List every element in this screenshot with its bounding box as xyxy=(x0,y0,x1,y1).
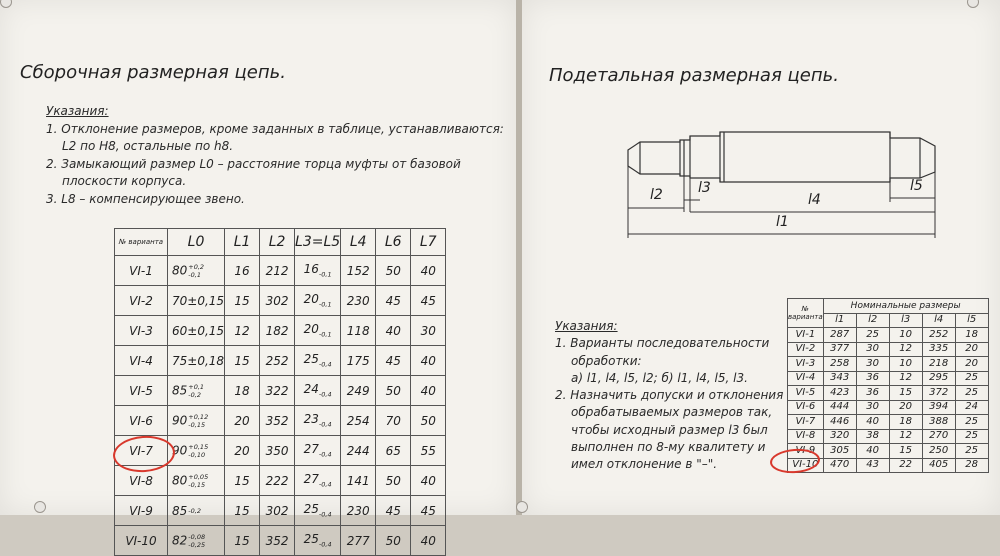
dim-label-l1: l1 xyxy=(776,214,789,230)
nominal-value: 70±0,15 xyxy=(172,293,225,308)
table-cell: 322 xyxy=(260,376,295,406)
table-cell: 45 xyxy=(376,286,411,316)
table-cell: 40 xyxy=(411,466,446,496)
notes-title: Указания: xyxy=(555,319,618,333)
table-cell: 18 xyxy=(955,328,988,343)
table-cell: 43 xyxy=(856,458,889,473)
table-cell: 24 xyxy=(955,400,988,415)
lower-tolerance: -0,2 xyxy=(188,507,201,515)
table-cell: 40 xyxy=(411,376,446,406)
lower-tolerance: -0,4 xyxy=(318,360,332,369)
table-cell: 22 xyxy=(889,458,922,473)
table-cell: VI-8 xyxy=(788,429,824,444)
table-cell: 40 xyxy=(376,316,411,346)
table-cell: 230 xyxy=(341,496,376,526)
table-cell: 118 xyxy=(341,316,376,346)
table-cell xyxy=(295,526,341,556)
table-cell: 40 xyxy=(411,256,446,286)
table-cell: 350 xyxy=(260,436,295,466)
table-cell: 18 xyxy=(225,376,260,406)
table-cell: VI-1 xyxy=(788,328,824,343)
table-cell: 25 xyxy=(955,386,988,401)
dim-label-l4: l4 xyxy=(808,192,821,208)
table-cell: 372 xyxy=(922,386,955,401)
table-row xyxy=(788,400,989,415)
header-cell: L3=L5 xyxy=(295,229,341,256)
table-cell: 45 xyxy=(376,346,411,376)
table-cell: 55 xyxy=(411,436,446,466)
table-cell: 12 xyxy=(225,316,260,346)
table-cell: 10 xyxy=(889,328,922,343)
note-line: имел отклонение в "–". xyxy=(571,457,718,472)
table-cell: 40 xyxy=(411,526,446,556)
table-cell: VI-2 xyxy=(115,286,168,316)
table-cell: VI-10 xyxy=(115,526,168,556)
notes-title: Указания: xyxy=(46,104,109,118)
nominal-value: 25 xyxy=(303,352,319,367)
table-cell: 45 xyxy=(376,496,411,526)
table-cell: 388 xyxy=(922,415,955,430)
nominal-value: 85 xyxy=(172,383,188,397)
table-cell: 70 xyxy=(376,406,411,436)
table-cell: 15 xyxy=(225,496,260,526)
table-row xyxy=(788,357,989,372)
table-cell: 252 xyxy=(922,328,955,343)
table-cell: 36 xyxy=(856,386,889,401)
header-cell: l2 xyxy=(856,313,889,328)
nominal-value: 82 xyxy=(172,533,188,547)
table-row xyxy=(788,429,989,444)
table-cell: VI-2 xyxy=(788,342,824,357)
table-cell: 277 xyxy=(341,526,376,556)
lower-tolerance: -0,4 xyxy=(318,510,332,519)
lower-tolerance: -0,1 xyxy=(318,330,332,339)
header-cell: l3 xyxy=(889,313,922,328)
table-cell: 15 xyxy=(889,444,922,459)
table-cell: 20 xyxy=(889,400,922,415)
table-cell: 15 xyxy=(225,286,260,316)
lower-tolerance: -0,1 xyxy=(318,270,332,279)
note-line: 2. Назначить допуски и отклонения xyxy=(555,388,784,403)
header-cell: L0 xyxy=(168,229,225,256)
table-row xyxy=(788,386,989,401)
lower-tolerance: -0,2 xyxy=(188,390,201,399)
table-cell: 335 xyxy=(922,342,955,357)
table-cell: 15 xyxy=(225,526,260,556)
nominal-value: 60±0,15 xyxy=(172,323,225,338)
note-line: 1. Варианты последовательности xyxy=(555,336,770,351)
table-cell: 254 xyxy=(341,406,376,436)
upper-tolerance: +0,1 xyxy=(188,382,205,391)
note-line: а) l1, l4, l5, l2; б) l1, l4, l5, l3. xyxy=(571,370,748,385)
table-cell: 287 xyxy=(823,328,856,343)
table-cell: 20 xyxy=(955,357,988,372)
note-line: 3. L8 – компенсирующее звено. xyxy=(46,191,245,206)
table-cell: 38 xyxy=(856,429,889,444)
header-cell: L1 xyxy=(225,229,260,256)
note-line: обрабатываемых размеров так, xyxy=(571,405,773,420)
table-body xyxy=(788,328,989,473)
table-cell: 36 xyxy=(856,371,889,386)
table-cell: VI-7 xyxy=(788,415,824,430)
table-cell: 12 xyxy=(889,342,922,357)
table-cell: VI-3 xyxy=(788,357,824,372)
table-cell: 295 xyxy=(922,371,955,386)
upper-tolerance: -0,08 xyxy=(188,532,206,541)
table-cell: 222 xyxy=(260,466,295,496)
table-cell: 302 xyxy=(260,286,295,316)
nominal-value: 16 xyxy=(303,262,319,277)
nominal-value: 20 xyxy=(303,322,319,337)
table-cell: 40 xyxy=(856,415,889,430)
table-cell: VI-5 xyxy=(788,386,824,401)
note-line: плоскости корпуса. xyxy=(62,174,187,188)
table-header-row xyxy=(788,299,989,314)
lower-tolerance: -0,4 xyxy=(318,420,332,429)
header-cell: L7 xyxy=(411,229,446,256)
dim-label-l3: l3 xyxy=(698,180,711,196)
table-cell: VI-8 xyxy=(115,466,168,496)
note-line: чтобы исходный размер l3 был xyxy=(571,422,768,437)
table-cell: 175 xyxy=(341,346,376,376)
table-cell: 212 xyxy=(260,256,295,286)
header-cell: L2 xyxy=(260,229,295,256)
nominal-value: 27 xyxy=(303,472,319,487)
table-cell: 25 xyxy=(856,328,889,343)
table-cell: 305 xyxy=(823,444,856,459)
table-cell: 352 xyxy=(260,406,295,436)
nominal-value: 85 xyxy=(172,503,188,518)
assembly-chain-title: Сборочная размерная цепь. xyxy=(20,62,286,83)
lower-tolerance: -0,25 xyxy=(188,540,206,549)
table-cell: 141 xyxy=(341,466,376,496)
lower-tolerance: -0,15 xyxy=(188,480,206,489)
upper-tolerance: +0,15 xyxy=(188,442,209,451)
table-cell: 25 xyxy=(955,444,988,459)
table-cell: 377 xyxy=(823,342,856,357)
table-cell: 230 xyxy=(341,286,376,316)
upper-tolerance: +0,05 xyxy=(188,472,209,481)
header-cell: l4 xyxy=(922,313,955,328)
table-cell: 423 xyxy=(823,386,856,401)
table-cell: 30 xyxy=(856,357,889,372)
note-line: L2 по H8, остальные по h8. xyxy=(62,139,234,153)
table-cell: VI-9 xyxy=(115,496,168,526)
table-cell: 152 xyxy=(341,256,376,286)
header-cell: l1 xyxy=(823,313,856,328)
table-cell: 18 xyxy=(889,415,922,430)
lower-tolerance: -0,4 xyxy=(318,390,332,399)
table-cell: VI-6 xyxy=(115,406,168,436)
table-cell: VI-3 xyxy=(115,316,168,346)
lower-tolerance: -0,10 xyxy=(188,450,206,459)
nominal-value: 80 xyxy=(172,263,188,277)
table-cell: 50 xyxy=(411,406,446,436)
lower-tolerance: -0,4 xyxy=(318,540,332,549)
nominal-value: 75±0,18 xyxy=(172,353,225,368)
lower-tolerance: -0,4 xyxy=(318,450,332,459)
note-line: 2. Замыкающий размер L0 – расстояние торца муфты от базовой xyxy=(46,156,461,171)
table-row xyxy=(115,526,446,556)
table-cell: 50 xyxy=(376,526,411,556)
table-cell: VI-4 xyxy=(115,346,168,376)
table-cell: 40 xyxy=(411,346,446,376)
header-group-cell: Номинальные размеры xyxy=(823,299,988,314)
upper-tolerance: +0,12 xyxy=(188,412,209,421)
table-row xyxy=(788,328,989,343)
table-cell: 15 xyxy=(225,346,260,376)
note-line: выполнен по 8-му квалитету и xyxy=(571,440,766,455)
table-cell: 20 xyxy=(225,406,260,436)
nominal-value: 90 xyxy=(172,413,188,427)
header-cell: № варианта xyxy=(788,299,824,328)
table-cell xyxy=(168,526,225,556)
nominal-value: 25 xyxy=(303,532,319,547)
table-cell: VI-6 xyxy=(788,400,824,415)
header-cell: L6 xyxy=(376,229,411,256)
table-cell: 252 xyxy=(260,346,295,376)
part-notes xyxy=(555,318,783,474)
table-row xyxy=(788,371,989,386)
table-cell: 50 xyxy=(376,256,411,286)
table-cell: 218 xyxy=(922,357,955,372)
header-cell: L4 xyxy=(341,229,376,256)
table-cell: 343 xyxy=(823,371,856,386)
table-cell: 25 xyxy=(955,429,988,444)
table-cell: 50 xyxy=(376,466,411,496)
dim-label-l5: l5 xyxy=(910,178,923,194)
lower-tolerance: -0,4 xyxy=(318,480,332,489)
table-cell: 30 xyxy=(856,400,889,415)
table-cell: 12 xyxy=(889,371,922,386)
nominal-value: 23 xyxy=(303,412,319,427)
table-cell: VI-4 xyxy=(788,371,824,386)
table-cell: 394 xyxy=(922,400,955,415)
table-cell: 10 xyxy=(889,357,922,372)
table-cell: 244 xyxy=(341,436,376,466)
upper-tolerance: +0,2 xyxy=(188,262,205,271)
header-cell: l5 xyxy=(955,313,988,328)
table-cell: VI-1 xyxy=(115,256,168,286)
table-cell: 30 xyxy=(411,316,446,346)
table-cell: 25 xyxy=(955,415,988,430)
table-cell: 45 xyxy=(411,286,446,316)
nominal-value: 25 xyxy=(303,502,319,517)
lower-tolerance: -0,1 xyxy=(188,270,201,279)
table-cell: VI-10 xyxy=(788,458,824,473)
table-cell: 12 xyxy=(889,429,922,444)
table-cell: 270 xyxy=(922,429,955,444)
table-cell: 320 xyxy=(823,429,856,444)
table-cell: 444 xyxy=(823,400,856,415)
nominal-sizes-table xyxy=(787,298,989,473)
note-line: обработки: xyxy=(571,353,642,368)
lower-tolerance: -0,1 xyxy=(318,300,332,309)
table-cell: VI-7 xyxy=(115,436,168,466)
lower-tolerance: -0,15 xyxy=(188,420,206,429)
table-cell: 182 xyxy=(260,316,295,346)
table-cell: 65 xyxy=(376,436,411,466)
table-cell: 446 xyxy=(823,415,856,430)
table-cell: 470 xyxy=(823,458,856,473)
table-cell: 20 xyxy=(955,342,988,357)
table-cell: 15 xyxy=(225,466,260,496)
table-cell: VI-9 xyxy=(788,444,824,459)
table-cell: 45 xyxy=(411,496,446,526)
table-cell: 20 xyxy=(225,436,260,466)
table-cell: 258 xyxy=(823,357,856,372)
table-cell: 25 xyxy=(955,371,988,386)
table-row xyxy=(788,415,989,430)
table-cell: 352 xyxy=(260,526,295,556)
header-cell: № варианта xyxy=(115,229,168,256)
table-cell: 405 xyxy=(922,458,955,473)
nominal-value: 27 xyxy=(303,442,319,457)
dim-label-l2: l2 xyxy=(650,187,663,203)
table-cell: 249 xyxy=(341,376,376,406)
note-line: 1. Отклонение размеров, кроме заданных в таблице, устанавливаются: xyxy=(46,121,504,136)
table-cell: VI-5 xyxy=(115,376,168,406)
table-cell: 50 xyxy=(376,376,411,406)
table-cell: 15 xyxy=(889,386,922,401)
nominal-value: 24 xyxy=(303,382,319,397)
nominal-value: 90 xyxy=(172,443,188,457)
part-chain-title: Подетальная размерная цепь. xyxy=(549,65,839,86)
table-cell: 250 xyxy=(922,444,955,459)
nominal-value: 20 xyxy=(303,292,319,307)
table-cell: 28 xyxy=(955,458,988,473)
table-row xyxy=(788,342,989,357)
table-cell: 302 xyxy=(260,496,295,526)
nominal-value: 80 xyxy=(172,473,188,487)
table-cell: 30 xyxy=(856,342,889,357)
table-cell: 40 xyxy=(856,444,889,459)
table-cell: 16 xyxy=(225,256,260,286)
